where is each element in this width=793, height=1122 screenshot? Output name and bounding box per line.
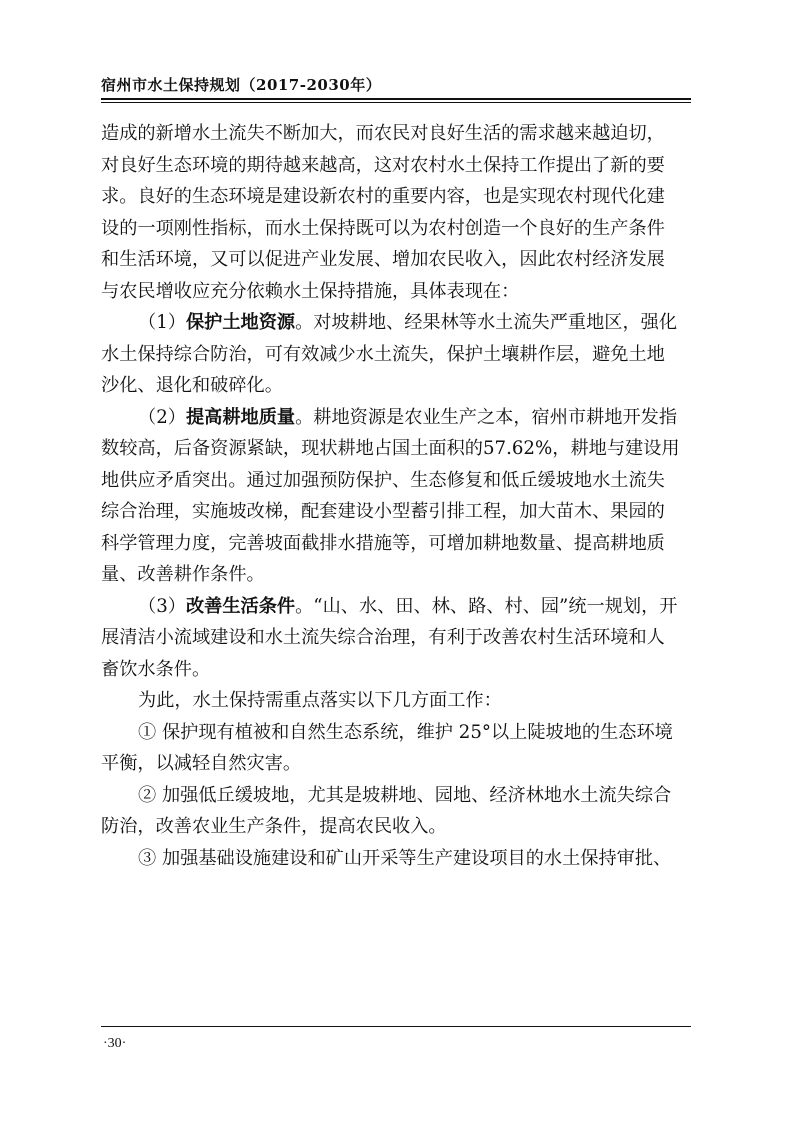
item-3-number: （3） bbox=[138, 595, 186, 617]
item-3-first-line bbox=[101, 591, 696, 623]
paragraph-line: 畜饮水条件。 bbox=[101, 658, 211, 680]
item-3-text: 。“山、水、田、林、路、村、园”统一规划，开 bbox=[295, 595, 678, 617]
paragraph-line: 水土保持综合防治，可有效减少水土流失，保护土壤耕作层，避免土地 bbox=[101, 343, 665, 365]
task-3-line: ③ 加强基础设施建设和矿山开采等生产建设项目的水土保持审批、 bbox=[138, 847, 672, 869]
paragraph-line: 综合治理，实施坡改梯，配套建设小型蓄引排工程，加大苗木、果园的 bbox=[101, 501, 665, 522]
paragraph-line: 求。良好的生态环境是建设新农村的重要内容，也是实现农村现代化建 bbox=[101, 186, 665, 207]
header-rule-thin bbox=[101, 102, 691, 103]
item-2-number: （2） bbox=[138, 406, 186, 428]
paragraph-line: 地供应矛盾突出。通过加强预防保护、生态修复和低丘缓坡地水土流失 bbox=[101, 469, 665, 491]
task-1-line: ① 保护现有植被和自然生态系统，维护 25°以上陡坡地的生态环境 bbox=[138, 721, 673, 743]
task-2-line: ② 加强低丘缓坡地，尤其是坡耕地、园地、经济林地水土流失综合 bbox=[138, 784, 672, 806]
page-number: ·30· bbox=[103, 1036, 127, 1051]
paragraph-line: 与农民增收应充分依赖水土保持措施，具体表现在： bbox=[101, 280, 520, 302]
paragraph-line: 对良好生态环境的期待越来越高，这对农村水土保持工作提出了新的要 bbox=[101, 154, 665, 176]
item-2-first-line bbox=[101, 402, 696, 434]
item-1-first-line bbox=[101, 307, 696, 339]
paragraph-line: 展清洁小流域建设和水土流失综合治理，有利于改善农村生活环境和人 bbox=[101, 627, 665, 648]
header-rule-thick bbox=[101, 98, 691, 100]
paragraph-line: 沙化、退化和破碎化。 bbox=[101, 375, 283, 396]
paragraph-line: 和生活环境，又可以促进产业发展、增加农民收入，因此农村经济发展 bbox=[101, 249, 665, 270]
paragraph-line: 科学管理力度，完善坡面截排水措施等，可增加耕地数量、提高耕地质 bbox=[101, 532, 665, 554]
item-2-text: 。耕地资源是农业生产之本，宿州市耕地开发指 bbox=[295, 406, 678, 428]
document-body bbox=[101, 118, 696, 874]
item-2-heading: 提高耕地质量 bbox=[185, 406, 296, 428]
document-header-title: 宿州市水土保持规划（2017-2030年） bbox=[101, 76, 382, 94]
task-2-line: 防治，改善农业生产条件，提高农民收入。 bbox=[101, 816, 447, 837]
task-1-line: 平衡，以减轻自然灾害。 bbox=[101, 753, 302, 774]
item-1-number: （1） bbox=[138, 312, 186, 333]
paragraph-line: 数较高，后备资源紧缺，现状耕地占国土面积的57.62%，耕地与建设用 bbox=[101, 438, 680, 459]
item-3-heading: 改善生活条件 bbox=[185, 595, 296, 617]
item-1-text: 。对坡耕地、经果林等水土流失严重地区，强化 bbox=[295, 312, 678, 333]
paragraph-line: 设的一项刚性指标，而水土保持既可以为农村创造一个良好的生产条件 bbox=[101, 217, 665, 239]
footer-rule bbox=[101, 1026, 691, 1027]
paragraph-line: 造成的新增水土流失不断加大，而农民对良好生活的需求越来越迫切， bbox=[101, 123, 665, 144]
item-1-heading: 保护土地资源 bbox=[185, 312, 296, 333]
tasks-intro: 为此，水土保持需重点落实以下几方面工作： bbox=[138, 690, 502, 711]
paragraph-line: 量、改善耕作条件。 bbox=[101, 564, 265, 585]
